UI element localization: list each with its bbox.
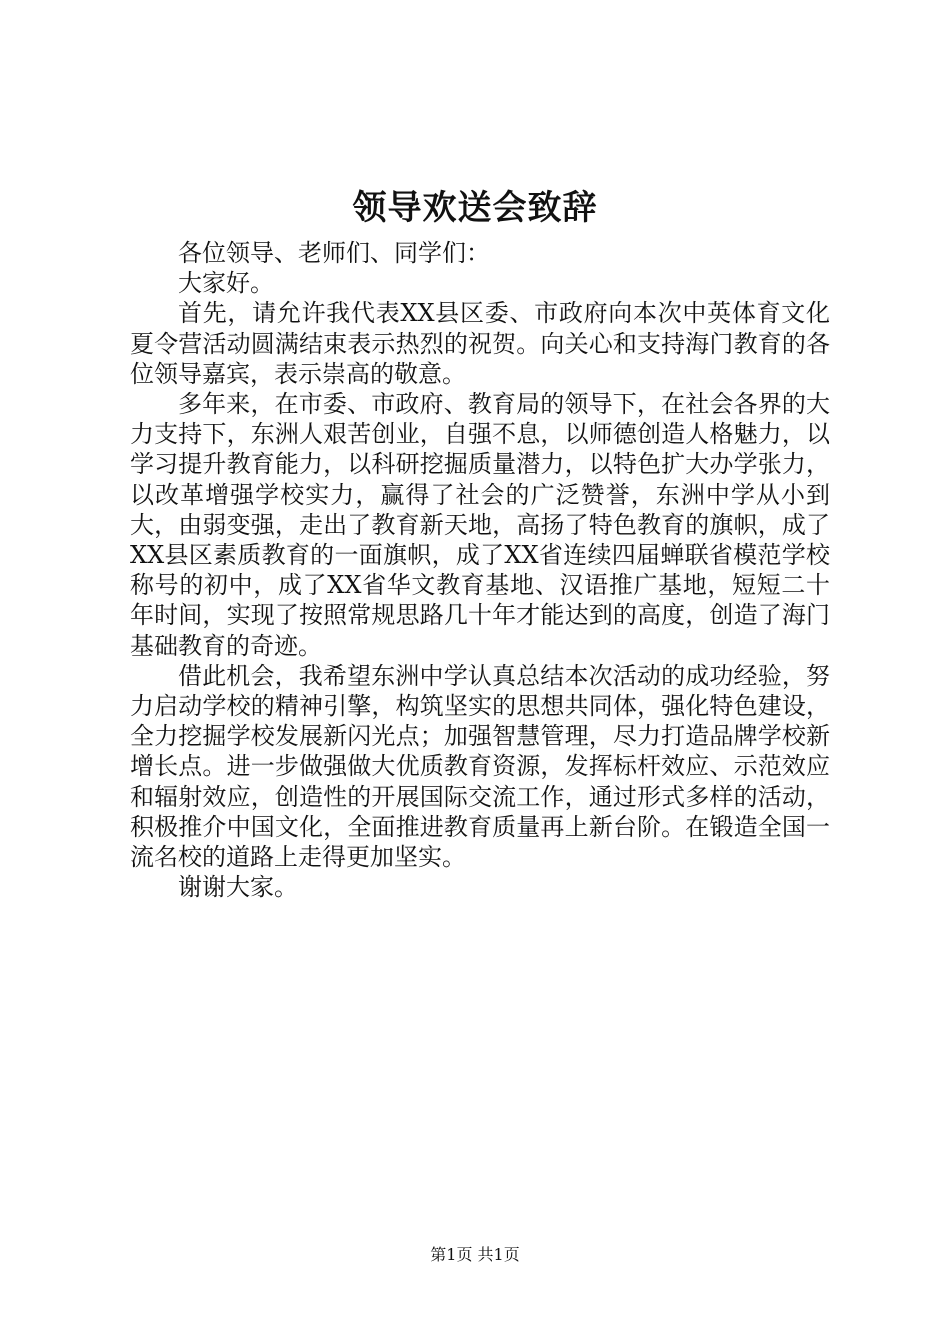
greeting: 大家好。 <box>178 269 274 298</box>
closing-thanks: 谢谢大家。 <box>178 873 298 902</box>
paragraph-congratulations: 首先，请允许我代表XX县区委、市政府向本次中英体育文化夏令营活动圆满结束表示热烈的祝贺。向关心和支持海门教育的各位领导嘉宾，表示崇高的敬意。 <box>130 299 830 388</box>
salutation: 各位领导、老师们、同学们： <box>178 239 490 267</box>
document-title: 领导欢送会致辞 <box>352 188 598 228</box>
document-body <box>130 238 830 902</box>
page-footer: 第1页 共1页 <box>430 1245 520 1264</box>
paragraph-achievements: 多年来，在市委、市政府、教育局的领导下，在社会各界的大力支持下，东洲人艰苦创业，自强不息，以师德创造人格魅力，以学习提升教育能力，以科研挖掘质量潜力，以特色扩大办学张力，以改革增强学校实力，赢得了社会的广泛赞誉，东洲中学从小到大，由弱变强，走出了教育新天地，高扬了特色教育的旗帜，成了XX县区素质教育的一面旗帜，成了XX省连续四届蝉联省模范学校称号的初中，成了XX省华文教育基地、汉语推广基地，短短二十年时间，实现了按照常规思路几十年才能达到的高度，创造了海门基础教育的奇迹。 <box>130 390 830 660</box>
paragraph-hopes: 借此机会，我希望东洲中学认真总结本次活动的成功经验，努力启动学校的精神引擎，构筑坚实的思想共同体，强化特色建设，全力挖掘学校发展新闪光点；加强智慧管理，尽力打造品牌学校新增长点。进一步做强做大优质教育资源，发挥标杆效应、示范效应和辐射效应，创造性的开展国际交流工作，通过形式多样的活动，积极推介中国文化，全面推进教育质量再上新台阶。在锻造全国一流名校的道路上走得更加坚实。 <box>130 661 830 872</box>
